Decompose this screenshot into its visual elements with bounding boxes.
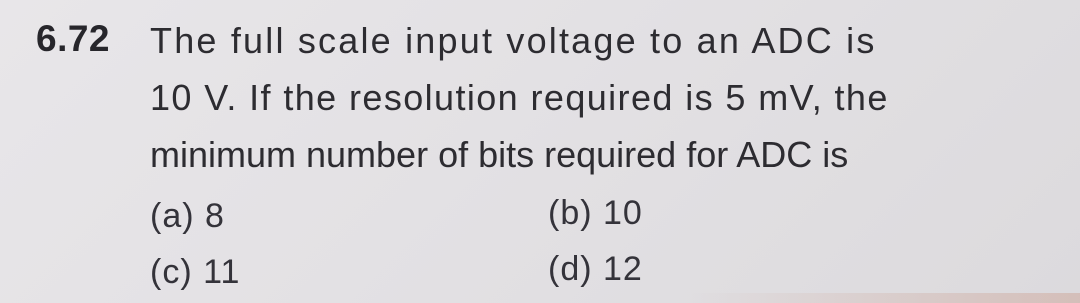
question-text-line-2: 10 V. If the resolution required is 5 mV, the — [150, 77, 889, 118]
question-text-line-3: minimum number of bits required for ADC is — [150, 134, 849, 175]
page-edge-shadow — [690, 293, 1080, 303]
option-a: (a) 8 — [150, 197, 225, 235]
question-text-line-1: The full scale input voltage to an ADC is — [150, 20, 877, 61]
option-d: (d) 12 — [548, 250, 643, 288]
question-number: 6.72 — [36, 18, 111, 59]
option-c: (c) 11 — [150, 253, 241, 291]
option-b: (b) 10 — [548, 194, 643, 232]
